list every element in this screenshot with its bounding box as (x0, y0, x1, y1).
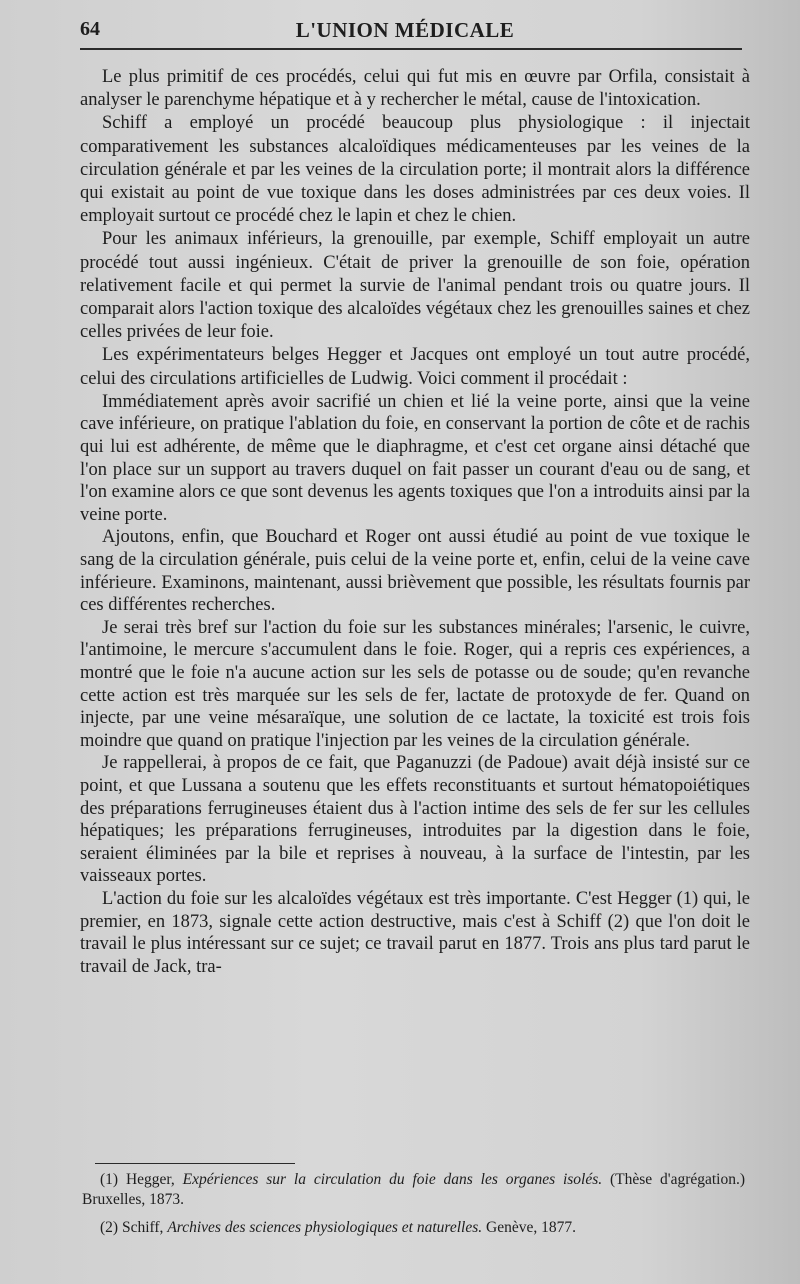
footnote-title: Archives des sciences physiologiques et naturelles. (167, 1219, 483, 1236)
footnotes (82, 1170, 745, 1246)
paragraph: Immédiatement après avoir sacrifié un chien et lié la veine porte, ainsi que la veine cave inférieure, on pratique l'ablation du foie, en conservant la portion de côte et de rachis qui lui est adhérente, de même que le diaphragme, et c'est cet organe ainsi détaché que l'on place sur un support au travers duquel on fait passer un courant d'eau ou de sang, et l'on examine alors ce que sont devenus les agents toxiques que l'on a introduits ainsi par la veine porte. (80, 391, 750, 525)
paragraph: Pour les animaux inférieurs, la grenouille, par exemple, Schiff employait un autre procédé tout aussi ingénieux. C'était de priver la grenouille de son foie, opération relativement facile et qui permet la survie de l'animal pendant trois ou quatre jours. Il comparait alors l'action toxique des alcaloïdes végétaux chez les grenouilles saines et chez celles privées de leur foie. (80, 229, 750, 343)
footnote-author: Hegger, (125, 1171, 175, 1188)
paragraph: L'action du foie sur les alcaloïdes végétaux est très importante. C'est Hegger (1) qui, le premier, en 1873, signale cette action destructive, mais c'est à Schiff (2) que l'on doit le travail le plus intéressant sur ce sujet; ce travail parut en 1877. Trois ans plus tard parut le travail de Jack, tra- (80, 888, 750, 977)
footnote-author: Schiff, (121, 1219, 164, 1236)
paragraph: Schiff a employé un procédé beaucoup plus physiologique : il injectait comparativement les substances alcaloïdiques médicamenteuses par les veines de la circulation générale et par les veines de la circulation porte; il montrait alors la différence qui existait au point de vue toxique dans les doses administrées par ces deux voies. Il employait surtout ce procédé chez le lapin et chez le chien. (80, 113, 750, 227)
footnote (82, 1170, 745, 1210)
footnote-rule (95, 1163, 295, 1164)
paragraph: Je rappellerai, à propos de ce fait, que Paganuzzi (de Padoue) avait déjà insisté sur ce point, et que Lussana a soutenu que les effets reconstituants et surtout hématopoiétiques des préparations ferrugineuses étaient dus à l'action intime des sels de fer sur les cellules hépatiques; les préparations ferrugineuses, introduites par la digestion dans le foie, seraient éliminées par la bile et reprises à nouveau, à la surface de l'intestin, par les vaisseaux portes. (80, 753, 750, 887)
footnote-title: Expériences sur la circulation du foie dans les organes isolés. (182, 1171, 603, 1188)
running-header (70, 18, 740, 46)
journal-title: L'UNION MÉDICALE (295, 18, 515, 42)
footnote-rest: Genève, 1877. (486, 1219, 576, 1236)
footnote-marker: (1) (100, 1171, 119, 1188)
paragraph: Je serai très bref sur l'action du foie sur les substances minérales; l'arsenic, le cuivre, l'antimoine, le mercure s'accumulent dans le foie. Roger, qui a repris ces expériences, a montré que le foie n'a aucune action sur les sels de potasse ou de soude; qu'en revanche cette action est très marquée sur les sels de fer, lactate de protoxyde de fer. Quand on injecte, par une veine mésaraïque, une solution de ce lactate, la toxicité est trois fois moindre que quand on pratique l'injection par les veines de la circulation générale. (80, 617, 750, 751)
paragraph: Le plus primitif de ces procédés, celui qui fut mis en œuvre par Orfila, consistait à analyser le parenchyme hépatique et à y rechercher le métal, cause de l'intoxication. (80, 67, 750, 111)
footnote-marker: (2) (100, 1219, 119, 1236)
paragraph: Les expérimentateurs belges Hegger et Jacques ont employé un tout autre procédé, celui des circulations artificielles de Ludwig. Voici comment il procédait : (80, 345, 750, 389)
header-rule (80, 48, 742, 50)
page-number: 64 (80, 18, 100, 40)
paragraph: Ajoutons, enfin, que Bouchard et Roger ont aussi étudié au point de vue toxique le sang de la circulation générale, puis celui de la veine porte et, enfin, celui de la veine cave inférieure. Examinons, maintenant, aussi brièvement que possible, les résultats fournis par ces différentes recherches. (80, 527, 750, 616)
footnote (82, 1218, 745, 1238)
article-body (80, 62, 750, 978)
footnote-rest: (Thèse d'agrégation.) Bruxelles, 1873. (82, 1171, 746, 1208)
